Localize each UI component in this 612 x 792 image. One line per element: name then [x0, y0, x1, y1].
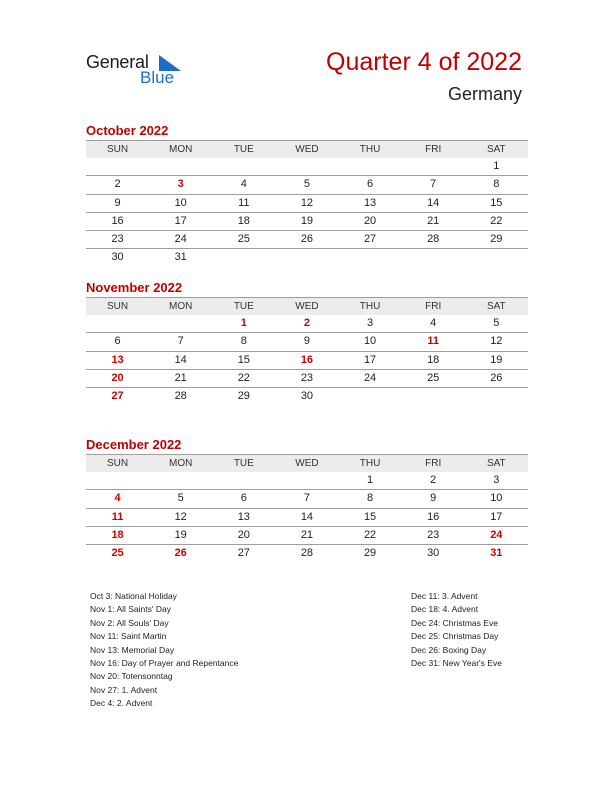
week-row	[86, 315, 528, 333]
day-cell: 13	[363, 196, 377, 209]
day-cell: 11	[238, 196, 250, 209]
day-cell: 8	[367, 492, 374, 505]
weekday-header: SUN	[107, 458, 129, 469]
weekday-header: MON	[169, 458, 193, 469]
day-cell: 3	[367, 317, 374, 329]
weekday-header: TUE	[233, 458, 254, 469]
day-cell: 18	[427, 353, 440, 366]
weekday-header: FRI	[425, 458, 442, 469]
holiday-note: Dec 18: 4. Advent	[411, 604, 479, 615]
month-december	[86, 436, 528, 562]
week-row	[86, 509, 528, 527]
weekday-header-row	[86, 140, 528, 158]
day-cell: 1	[493, 160, 500, 172]
holiday-day-cell: 2	[303, 317, 310, 329]
day-cell: 1	[367, 474, 374, 486]
day-cell: 10	[174, 196, 187, 209]
month-october	[86, 122, 528, 267]
weekday-header: SAT	[486, 144, 506, 155]
day-cell: 20	[237, 528, 250, 541]
day-cell	[275, 249, 338, 266]
day-cell	[339, 158, 402, 175]
day-cell: 15	[363, 510, 377, 523]
holiday-day-cell: 20	[111, 371, 124, 384]
day-cell: 25	[237, 233, 250, 246]
day-cell: 8	[240, 335, 247, 348]
holiday-note: Nov 2: All Souls' Day	[90, 617, 169, 628]
holiday-note: Dec 26: Boxing Day	[411, 644, 487, 655]
holiday-note: Dec 11: 3. Advent	[411, 591, 478, 601]
day-cell: 17	[363, 353, 377, 366]
holiday-day-cell: 31	[490, 547, 503, 560]
day-cell: 4	[240, 178, 247, 191]
page-title: Quarter 4 of 2022	[326, 48, 522, 76]
weekday-header: TUE	[233, 144, 254, 155]
day-cell: 25	[427, 371, 440, 384]
day-cell: 12	[174, 510, 187, 523]
holiday-day-cell: 27	[111, 390, 124, 403]
day-cell: 12	[490, 335, 503, 348]
holiday-note: Dec 31: New Year's Eve	[411, 658, 502, 669]
week-row	[86, 490, 528, 508]
holiday-note: Nov 13: Memorial Day	[90, 644, 175, 655]
logo-text-general: General	[86, 52, 149, 72]
day-cell	[212, 472, 275, 489]
week-row	[86, 176, 528, 194]
day-cell: 29	[490, 233, 503, 246]
day-cell: 26	[300, 233, 314, 246]
day-cell: 20	[363, 214, 377, 227]
day-cell: 28	[174, 390, 187, 403]
day-cell	[212, 249, 275, 266]
day-cell: 23	[111, 233, 124, 246]
holiday-day-cell: 4	[114, 492, 121, 505]
holiday-note: Nov 1: All Saints' Day	[90, 604, 171, 615]
day-cell: 5	[493, 317, 500, 329]
day-cell: 5	[303, 178, 310, 191]
day-cell: 27	[363, 233, 377, 246]
day-cell: 21	[300, 528, 314, 541]
day-cell: 30	[427, 547, 440, 560]
holiday-day-cell: 11	[427, 335, 439, 348]
day-cell: 26	[490, 371, 503, 384]
day-cell: 27	[237, 547, 250, 560]
day-cell	[402, 249, 465, 266]
holiday-day-cell: 25	[111, 547, 124, 560]
country-name: Germany	[447, 84, 522, 104]
holiday-note: Nov 20: Totensonntag	[90, 671, 173, 682]
day-cell: 28	[427, 233, 440, 246]
holiday-note: Dec 24: Christmas Eve	[411, 617, 498, 628]
day-cell: 6	[114, 335, 121, 348]
week-row	[86, 249, 528, 266]
holiday-note: Nov 16: Day of Prayer and Repentance	[90, 658, 239, 669]
day-cell: 6	[240, 492, 247, 505]
holiday-day-cell: 24	[490, 528, 503, 541]
month-title: November 2022	[86, 280, 183, 295]
day-cell: 2	[430, 474, 437, 486]
day-cell	[149, 158, 212, 175]
holiday-day-cell: 11	[111, 510, 124, 523]
day-cell	[149, 472, 212, 489]
week-row	[86, 388, 528, 405]
holiday-day-cell: 26	[174, 547, 187, 560]
month-title: December 2022	[86, 437, 182, 452]
day-cell: 19	[174, 528, 187, 541]
day-cell: 10	[490, 492, 503, 505]
holiday-note: Nov 27: 1. Advent	[90, 684, 158, 695]
holiday-note: Nov 11: Saint Martin	[90, 631, 167, 642]
weekday-header: FRI	[425, 144, 442, 155]
weekday-header: SUN	[107, 301, 129, 312]
week-row	[86, 527, 528, 545]
day-cell: 29	[237, 390, 250, 403]
day-cell: 14	[174, 353, 187, 366]
weekday-header: WED	[295, 301, 319, 312]
day-cell: 22	[490, 214, 503, 227]
weekday-header: MON	[169, 301, 193, 312]
day-cell: 15	[237, 353, 250, 366]
day-cell	[275, 472, 338, 489]
holiday-day-cell: 1	[240, 317, 247, 329]
week-row	[86, 231, 528, 249]
day-cell	[149, 315, 212, 332]
day-cell: 14	[300, 510, 314, 523]
day-cell: 24	[363, 371, 377, 384]
day-cell: 8	[493, 178, 500, 191]
brand-logo	[86, 52, 196, 92]
holiday-note: Dec 25: Christmas Day	[411, 631, 499, 642]
day-cell	[402, 388, 465, 405]
week-row	[86, 472, 528, 490]
weekday-header: THU	[359, 301, 381, 312]
day-cell: 23	[300, 371, 314, 384]
day-cell: 18	[237, 214, 250, 227]
day-cell: 9	[114, 196, 121, 209]
day-cell: 9	[303, 335, 310, 348]
day-cell: 5	[177, 492, 184, 505]
day-cell	[86, 315, 149, 332]
weekday-header-row	[86, 454, 528, 472]
day-cell: 30	[300, 390, 314, 403]
holiday-day-cell: 18	[111, 528, 124, 541]
holiday-notes-right	[411, 590, 502, 670]
weekday-header: WED	[295, 144, 319, 155]
weekday-header: SAT	[486, 301, 506, 312]
day-cell: 6	[367, 178, 374, 191]
weekday-header: SUN	[107, 144, 129, 155]
day-cell: 14	[427, 196, 440, 209]
day-cell: 7	[177, 335, 184, 348]
day-cell: 28	[300, 547, 314, 560]
week-row	[86, 333, 528, 351]
day-cell: 23	[427, 528, 440, 541]
day-cell: 7	[430, 178, 437, 191]
day-cell: 19	[490, 353, 503, 366]
week-row	[86, 545, 528, 562]
day-cell: 9	[430, 492, 437, 505]
day-cell	[275, 158, 338, 175]
weekday-header: FRI	[425, 301, 442, 312]
weekday-header: WED	[295, 458, 319, 469]
day-cell: 30	[111, 251, 124, 264]
weekday-header: MON	[169, 144, 193, 155]
logo-text-blue: Blue	[140, 68, 175, 87]
weekday-header: TUE	[233, 301, 254, 312]
day-cell: 21	[427, 214, 440, 227]
day-cell	[465, 249, 528, 266]
weekday-header: THU	[359, 458, 381, 469]
week-row	[86, 195, 528, 213]
day-cell: 31	[174, 251, 187, 264]
day-cell: 3	[493, 474, 500, 486]
day-cell: 13	[237, 510, 250, 523]
day-cell: 17	[174, 214, 187, 227]
day-cell: 16	[427, 510, 440, 523]
day-cell	[86, 158, 149, 175]
day-cell: 22	[363, 528, 377, 541]
week-row	[86, 213, 528, 231]
holiday-day-cell: 3	[177, 178, 184, 191]
day-cell: 4	[430, 317, 437, 329]
day-cell: 15	[490, 196, 503, 209]
weekday-header: THU	[359, 144, 381, 155]
holiday-notes-left	[90, 590, 238, 711]
holiday-day-cell: 13	[111, 353, 124, 366]
day-cell: 12	[300, 196, 314, 209]
holiday-note: Oct 3: National Holiday	[90, 591, 177, 601]
day-cell	[402, 158, 465, 175]
holiday-note: Dec 4: 2. Advent	[90, 698, 153, 709]
day-cell: 16	[111, 214, 124, 227]
day-cell: 21	[174, 371, 187, 384]
week-row	[86, 352, 528, 370]
day-cell: 17	[490, 510, 503, 523]
month-november	[86, 279, 528, 405]
day-cell: 29	[363, 547, 377, 560]
day-cell: 24	[174, 233, 187, 246]
holiday-day-cell: 16	[300, 353, 314, 366]
day-cell: 19	[300, 214, 314, 227]
week-row	[86, 158, 528, 176]
weekday-header-row	[86, 297, 528, 315]
day-cell	[339, 249, 402, 266]
day-cell: 7	[303, 492, 310, 505]
day-cell: 10	[363, 335, 377, 348]
day-cell	[339, 388, 402, 405]
day-cell: 2	[114, 178, 121, 191]
week-row	[86, 370, 528, 388]
weekday-header: SAT	[486, 458, 506, 469]
day-cell: 22	[237, 371, 250, 384]
month-title: October 2022	[86, 123, 169, 138]
day-cell	[212, 158, 275, 175]
day-cell	[86, 472, 149, 489]
day-cell	[465, 388, 528, 405]
